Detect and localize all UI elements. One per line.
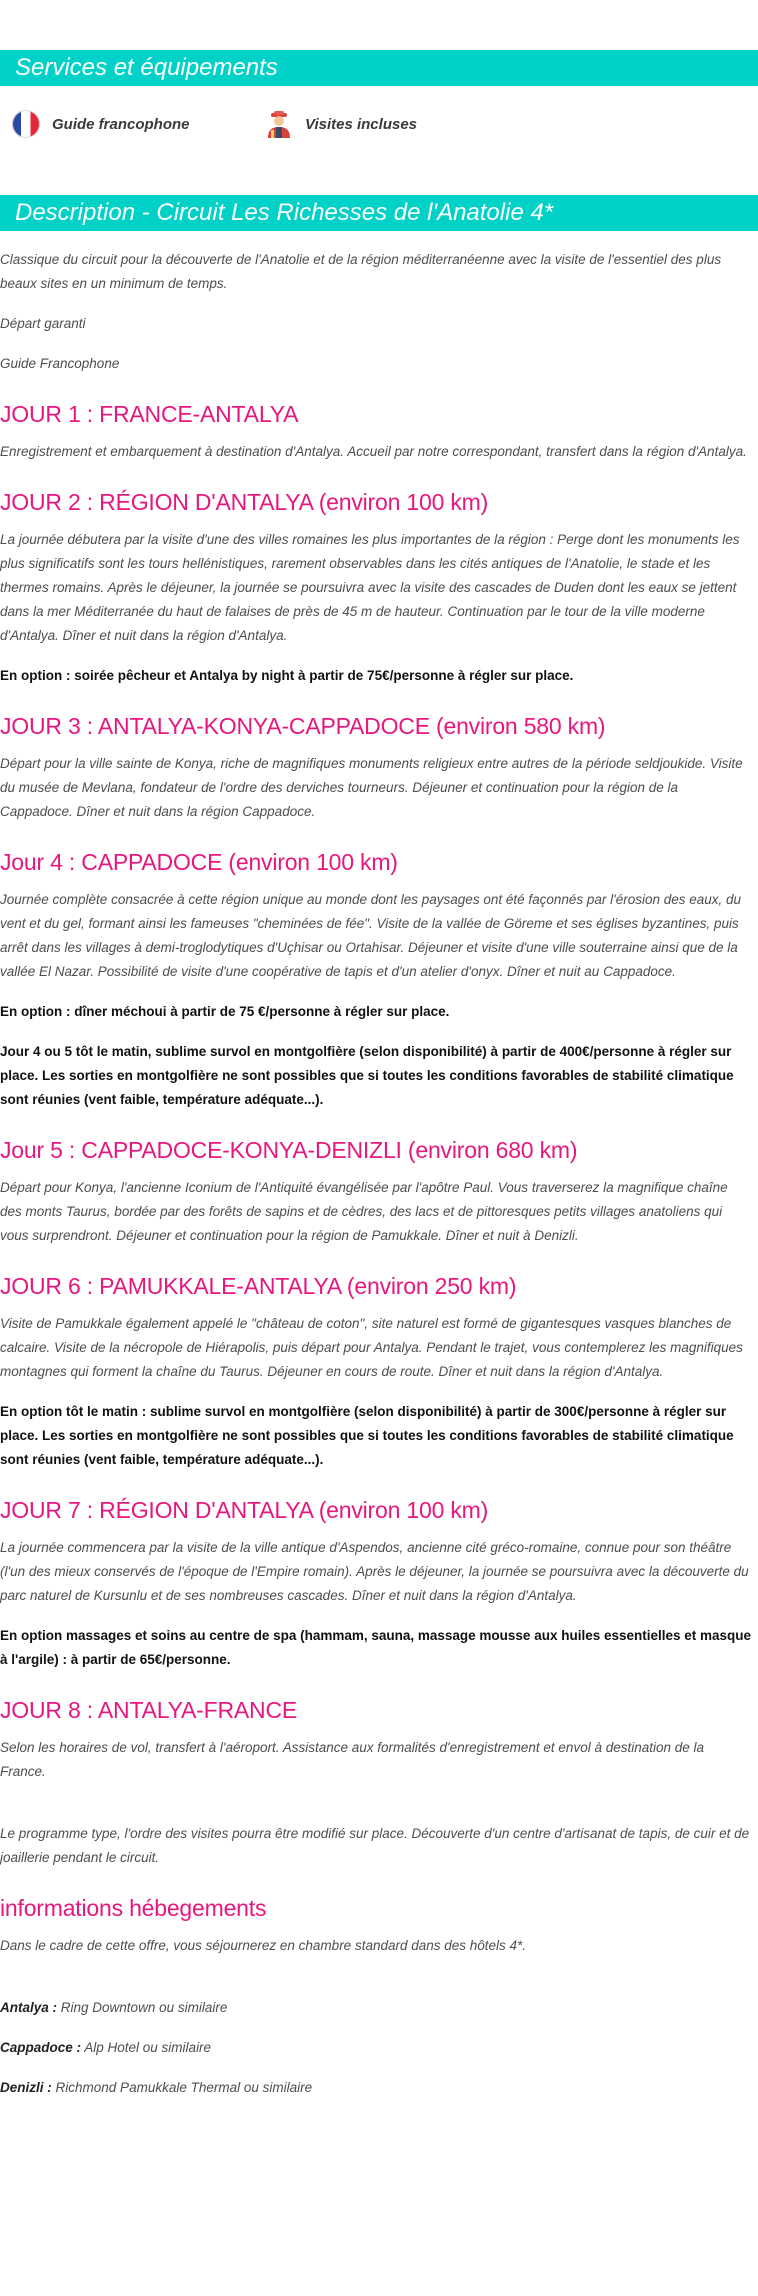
hotel-antalya xyxy=(0,1996,752,2020)
intro-text: Classique du circuit pour la découverte de l'Anatolie et de la région méditerranéenne avec la visite de l'essentiel des plus beaux sites en un minimum de temps. xyxy=(0,252,722,291)
service-label: Visites incluses xyxy=(305,115,418,133)
hotel-denizli xyxy=(0,2076,752,2100)
guide-francophone-text: Guide Francophone xyxy=(0,356,120,371)
french-flag-icon xyxy=(12,110,40,138)
day-2-option: En option : soirée pêcheur et Antalya by night à partir de 75€/personne à régler sur place. xyxy=(0,668,574,683)
depart-garanti: Départ garanti xyxy=(0,316,86,331)
day-4-option-1: En option : dîner méchoui à partir de 75 €/personne à régler sur place. xyxy=(0,1004,450,1019)
program-note: Le programme type, l'ordre des visites pourra être modifié sur place. Découverte d'un centre d'artisanat de tapis, de cuir et de joaillerie pendant le circuit. xyxy=(0,1826,750,1865)
day-4-title: Jour 4 : CAPPADOCE (environ 100 km) xyxy=(0,849,398,875)
day-4-text: Journée complète consacrée à cette région unique au monde dont les paysages ont été façonnés par l'érosion des eaux, du vent et du gel, formant ainsi les fameuses "cheminées de fée". Visite de la vallée de Göreme et ses églises byzantines, puis arrêt dans les villages à demi-troglodytiques d'Uçhisar ou Ortahisar. Déjeuner et visite d'une ville souterraine ainsi que de la vallée El Nazar. Possibilité de visite d'une coopérative de tapis et d'un atelier d'onyx. Dîner et nuit au Cappadoce. xyxy=(0,892,742,979)
service-guide-francophone xyxy=(12,108,190,140)
day-5-title: Jour 5 : CAPPADOCE-KONYA-DENIZLI (environ 680 km) xyxy=(0,1137,578,1163)
service-visites-incluses xyxy=(265,108,417,140)
hotel-name: Richmond Pamukkale Thermal ou similaire xyxy=(55,2080,313,2095)
day-6-text: Visite de Pamukkale également appelé le "château de coton", site naturel est formé de gigantesques vasques blanches de calcaire. Visite de la nécropole de Hiérapolis, puis départ pour Antalya. Pendant le trajet, vous contemplerez les magnifiques montagnes qui forment la chaîne du Taurus. Déjeuner en cours de route. Dîner et nuit dans la région d'Antalya. xyxy=(0,1316,743,1379)
day-2-title: JOUR 2 : RÉGION D'ANTALYA (environ 100 km) xyxy=(0,489,489,515)
services-header: Services et équipements xyxy=(0,50,758,86)
day-1-title: JOUR 1 : FRANCE-ANTALYA xyxy=(0,401,299,427)
day-8-text: Selon les horaires de vol, transfert à l'aéroport. Assistance aux formalités d'enregistrement et envol à destination de la France. xyxy=(0,1740,705,1779)
day-8-title: JOUR 8 : ANTALYA-FRANCE xyxy=(0,1697,298,1723)
description-header: Description - Circuit Les Richesses de l'Anatolie 4* xyxy=(0,195,758,231)
day-1-text: Enregistrement et embarquement à destination d'Antalya. Accueil par notre correspondant, transfert dans la région d'Antalya. xyxy=(0,444,747,459)
hotel-cappadoce xyxy=(0,2036,752,2060)
lodging-text: Dans le cadre de cette offre, vous séjournerez en chambre standard dans des hôtels 4*. xyxy=(0,1938,527,1953)
service-label: Guide francophone xyxy=(52,115,190,133)
hotel-city: Cappadoce : xyxy=(0,2040,82,2055)
hotel-name: Ring Downtown ou similaire xyxy=(60,2000,228,2015)
hotel-city: Denizli : xyxy=(0,2080,52,2095)
day-5-text: Départ pour Konya, l'ancienne Iconium de l'Antiquité évangélisée par l'apôtre Paul. Vous traverserez la magnifique chaîne des monts Taurus, bordée par des forêts de sapins et de cèdres, des lacs et de pittoresques petits villages anatoliens qui vous surprendront. Déjeuner et continuation pour la région de Pamukkale. Dîner et nuit à Denizli. xyxy=(0,1180,728,1243)
day-6-option: En option tôt le matin : sublime survol en montgolfière (selon disponibilité) à partir de 300€/personne à régler sur place. Les sorties en montgolfière ne sont possibles que si toutes les conditions favorables de stabilité climatique sont réunies (vent faible, température adéquate...). xyxy=(0,1404,734,1467)
guide-person-icon xyxy=(265,110,293,138)
day-7-text: La journée commencera par la visite de la ville antique d'Aspendos, ancienne cité gréco-romaine, connue pour son théâtre (l'un des mieux conservés de l'époque de l'Empire romain). Après le déjeuner, la journée se poursuivra avec la découverte du parc naturel de Kursunlu et de ses nombreuses cascades. Dîner et nuit dans la région d'Antalya. xyxy=(0,1540,749,1603)
day-7-title: JOUR 7 : RÉGION D'ANTALYA (environ 100 km) xyxy=(0,1497,489,1523)
day-3-text: Départ pour la ville sainte de Konya, riche de magnifiques monuments religieux entre autres de la période seldjoukide. Visite du musée de Mevlana, fondateur de l'ordre des derviches tourneurs. Déjeuner et continuation pour la région de la Cappadoce. Dîner et nuit dans la région Cappadoce. xyxy=(0,756,743,819)
day-2-text: La journée débutera par la visite d'une des villes romaines les plus importantes de la région : Perge dont les monuments les plus significatifs sont les tours hellénistiques, rarement observables dans les cités antiques de l'Anatolie, le stade et les thermes romains. Après le déjeuner, la journée se poursuivra avec la visite des cascades de Duden dont les eaux se jettent dans la mer Méditerranée du haut de falaises de près de 45 m de hauteur. Continuation par le tour de la ville moderne d'Antalya. Dîner et nuit dans la région d'Antalya. xyxy=(0,532,740,643)
lodging-title: informations hébegements xyxy=(0,1895,267,1921)
hotel-city: Antalya : xyxy=(0,2000,58,2015)
day-3-title: JOUR 3 : ANTALYA-KONYA-CAPPADOCE (environ 580 km) xyxy=(0,713,606,739)
day-4-option-2: Jour 4 ou 5 tôt le matin, sublime survol en montgolfière (selon disponibilité) à partir de 400€/personne à régler sur place. Les sorties en montgolfière ne sont possibles que si toutes les conditions favorables de stabilité climatique sont réunies (vent faible, température adéquate...). xyxy=(0,1044,734,1107)
day-6-title: JOUR 6 : PAMUKKALE-ANTALYA (environ 250 km) xyxy=(0,1273,517,1299)
day-7-option: En option massages et soins au centre de spa (hammam, sauna, massage mousse aux huiles essentielles et masque à l'argile) : à partir de 65€/personne. xyxy=(0,1628,752,1667)
hotel-name: Alp Hotel ou similaire xyxy=(84,2040,212,2055)
description-content xyxy=(0,248,752,2100)
